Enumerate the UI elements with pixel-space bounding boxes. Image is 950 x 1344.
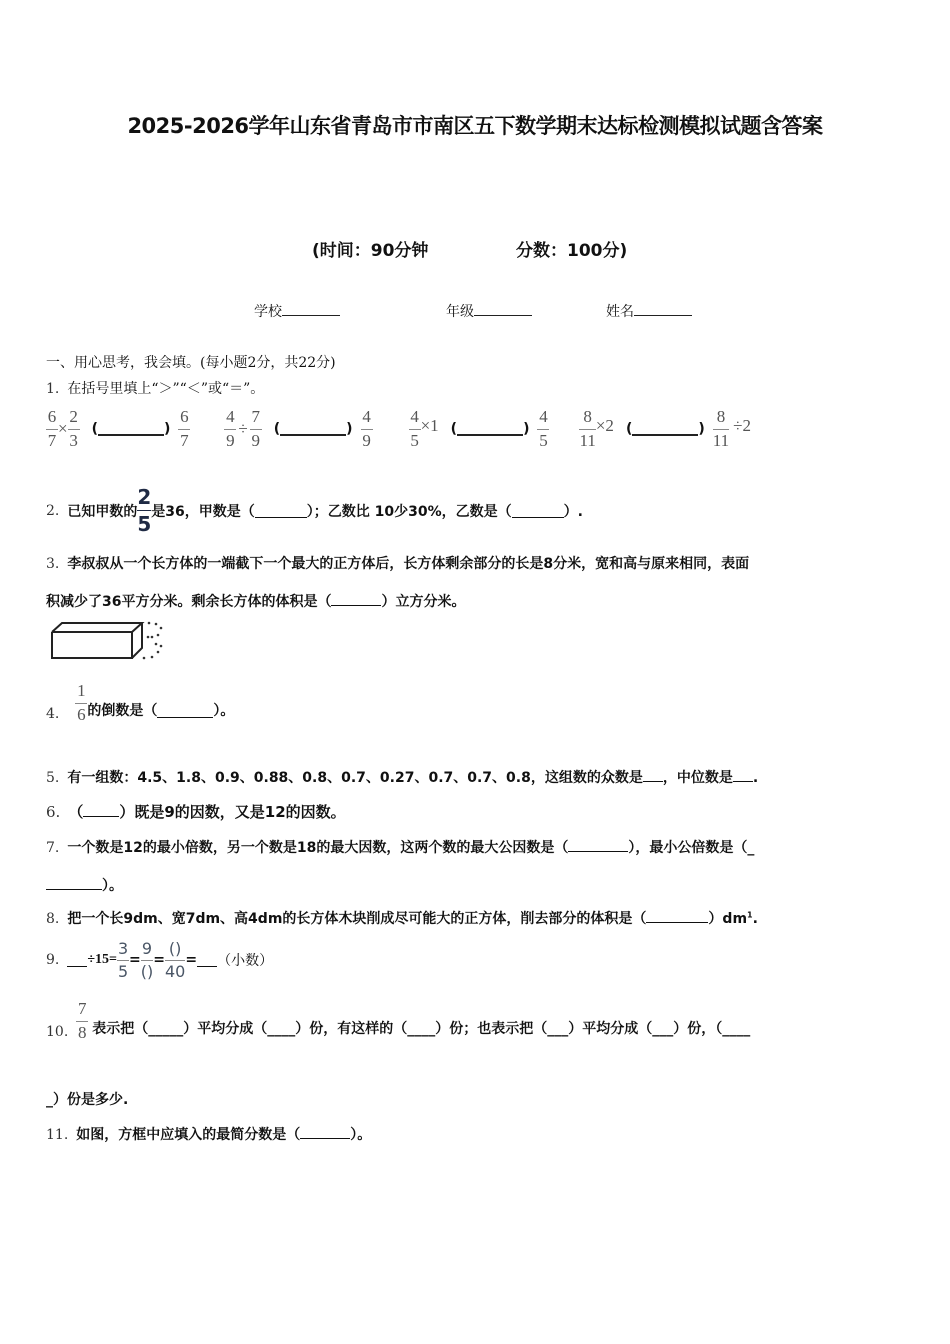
name-field[interactable] [606, 301, 692, 321]
fraction: $\frac{7}{8}$ [78, 999, 87, 1042]
question-7-line2: ）。 [46, 875, 123, 895]
fraction: $\frac{4}{5}$ [410, 407, 419, 450]
mode-blank[interactable] [643, 768, 663, 782]
answer-blank[interactable] [512, 504, 564, 518]
question-number: 1. [46, 381, 60, 397]
name-label: 姓名 [606, 304, 634, 320]
answer-blank[interactable] [646, 909, 708, 923]
fraction: $\frac{3}{5}$ [117, 939, 129, 981]
fraction: $\frac{4}{5}$ [539, 407, 548, 450]
question-10: 10. $\frac{7}{8}$ 表示把（_____）平均分成（____）份，有这样的（____）份；也表示把（___）平均分成（___）份，（____ [46, 999, 751, 1042]
fraction: $\frac{2}{5}$ [137, 485, 152, 536]
school-blank[interactable] [282, 301, 340, 316]
question-5: 5. 有一组数：4.5、1.8、0.9、0.88、0.8、0.7、0.27、0.7、0.7、0.8，这组数的众数是 ，中位数是 . [46, 770, 759, 786]
fraction: $\frac{4}{9}$ [226, 407, 235, 450]
grade-field[interactable] [446, 301, 532, 321]
section-heading: 一、用心思考，我会填。(每小题2分，共22分) [46, 355, 336, 371]
school-label: 学校 [254, 304, 282, 320]
fraction: $\frac{6}{7}$ [47, 407, 57, 450]
gcd-blank[interactable] [568, 838, 628, 852]
grade-label: 年级 [446, 304, 474, 320]
dividend-blank[interactable] [67, 953, 87, 967]
question-1 [46, 378, 264, 398]
question-text: 在括号里填上“＞”“＜”或“＝”。 [67, 381, 265, 397]
q1-comparisons: $\frac{6}{7}$ × $\frac{2}{3}$ ( ) $\frac{6}{7}$ $\frac{4}{9}$ ÷ $\frac{7}{9}$ ( ) $\frac{4}{9}$ $\frac{4}{5}$ ×1 ( ) $\frac{4}{5}$ $\frac{8}{11}$ ×2 ( ) $\frac{8}{11}$ ÷2 [47, 407, 751, 450]
question-6: 6. （ ）既是9的因数，又是12的因数。 [46, 803, 346, 821]
name-blank[interactable] [634, 301, 692, 316]
time-label: (时间：90分钟 [312, 241, 429, 261]
compare-blank-1[interactable] [98, 422, 164, 436]
question-10-line2: _）份是多少. [46, 1092, 129, 1108]
question-4: 4. $\frac{1}{6}$ 的倒数是（ ）。 [46, 681, 235, 724]
question-11: 11. 如图，方框中应填入的最简分数是（ ）。 [46, 1127, 372, 1143]
compare-blank-4[interactable] [632, 422, 698, 436]
compare-blank-2[interactable] [280, 422, 346, 436]
question-2: 2. 已知甲数的 $\frac{2}{5}$ 是36，甲数是（ ）；乙数比 10少30%，乙数是（ ）. [46, 485, 583, 536]
multiply-one: ×1 [420, 416, 439, 435]
question-7: 7. 一个数是12的最小倍数，另一个数是18的最大因数，这两个数的最大公因数是（ ），最小公倍数是（_ [46, 840, 755, 856]
divide-two: ÷2 [733, 416, 751, 435]
fraction: $\frac{2}{3}$ [69, 407, 78, 450]
page-title: 2025-2026学年山东省青岛市市南区五下数学期末达标检测模拟试题含答案 [127, 114, 823, 138]
compare-blank-3[interactable] [457, 422, 523, 436]
question-8: 8. 把一个长9dm、宽7dm、高4dm的长方体木块削成尽可能大的正方体，削去部分的体积是（ ）$dm^1$. [46, 910, 758, 927]
multiply-sign: × [58, 419, 68, 439]
multiply-two: ×2 [595, 416, 614, 435]
cuboid-figure [48, 620, 168, 662]
school-field[interactable] [254, 301, 340, 321]
median-blank[interactable] [733, 768, 753, 782]
answer-blank[interactable] [157, 704, 213, 718]
question-9: 9. ÷15= $\frac{3}{5}$ = $\frac{9}{()}$ = $\frac{()}{40}$ = （小数） [46, 939, 274, 981]
score-label: 分数：100分) [516, 241, 628, 261]
answer-blank[interactable] [300, 1125, 350, 1139]
answer-blank[interactable] [83, 803, 119, 817]
fraction: $\frac{9}{()}$ [140, 939, 154, 981]
question-3-line2: 积减少了36平方分米。剩余长方体的体积是（ ）立方分米。 [46, 594, 466, 610]
question-3: 3. 李叔叔从一个长方体的一端截下一个最大的正方体后，长方体剩余部分的长是8分米，宽和高与原来相同，表面 [46, 556, 750, 572]
fraction: $\frac{6}{7}$ [180, 407, 189, 450]
lcm-blank[interactable] [46, 876, 102, 890]
fraction: $\frac{7}{9}$ [251, 407, 260, 450]
fraction: $\frac{4}{9}$ [362, 407, 371, 450]
fraction: $\frac{8}{11}$ [579, 407, 596, 450]
fraction: $\frac{()}{40}$ [164, 939, 186, 981]
grade-blank[interactable] [474, 301, 532, 316]
divide-sign: ÷ [238, 419, 248, 439]
decimal-blank[interactable] [197, 953, 217, 967]
fraction: $\frac{1}{6}$ [77, 681, 86, 724]
answer-blank[interactable] [331, 592, 381, 606]
answer-blank[interactable] [255, 504, 307, 518]
fraction: $\frac{8}{11}$ [712, 407, 730, 450]
